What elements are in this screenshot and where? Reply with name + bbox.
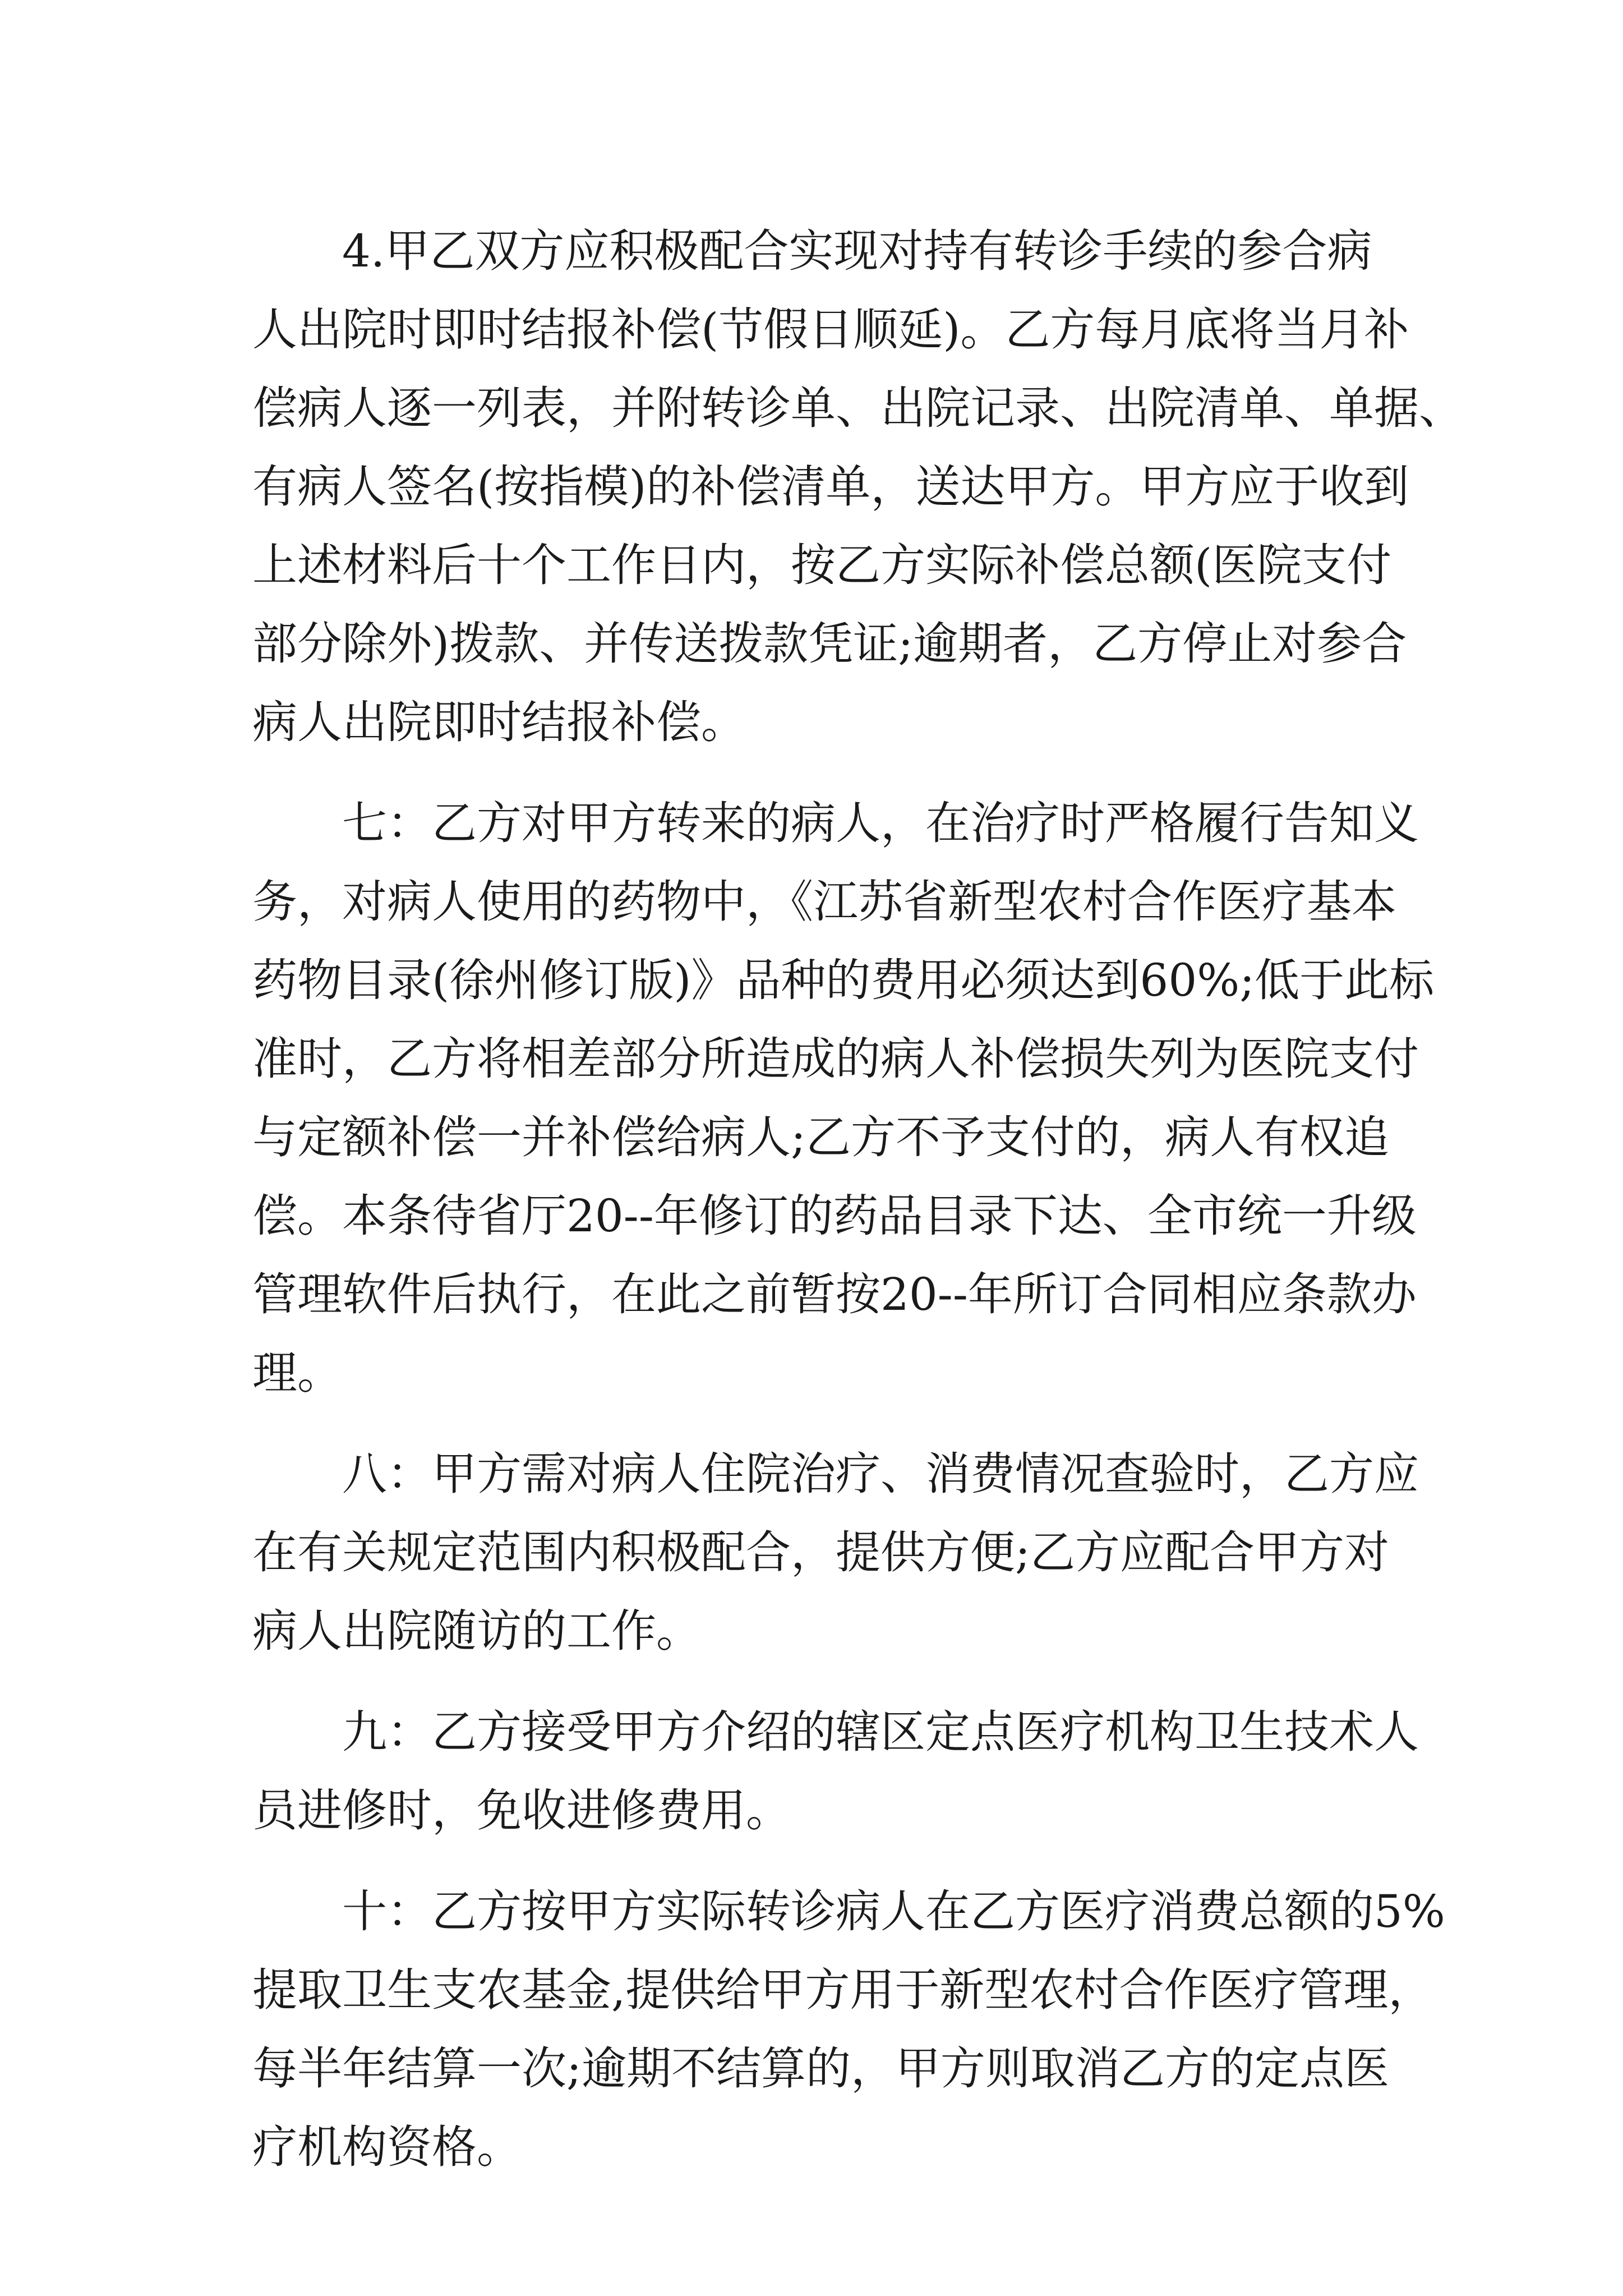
text-line: 准时，乙方将相差部分所造成的病人补偿损失列为医院支付 — [252, 1033, 1419, 1085]
text-line: 疗机构资格。 — [252, 2121, 522, 2173]
text-line: 病人出院即时结报补偿。 — [252, 696, 746, 748]
text-line: 七：乙方对甲方转来的病人，在治疗时严格履行告知义 — [342, 797, 1419, 849]
paragraph-clause-9 — [252, 1693, 1419, 1850]
paragraph-clause-7 — [252, 784, 1435, 1412]
text-line: 偿病人逐一列表，并附转诊单、出院记录、出院清单、单据、 — [252, 382, 1464, 434]
text-line: 4.甲乙双方应积极配合实现对持有转诊手续的参合病 — [342, 225, 1372, 277]
text-line: 管理软件后执行，在此之前暂按20--年所订合同相应条款办 — [252, 1268, 1417, 1320]
paragraph-clause-10 — [252, 1872, 1445, 2187]
text-line: 上述材料后十个工作日内，按乙方实际补偿总额(医院支付 — [252, 539, 1392, 591]
text-line: 十：乙方按甲方实际转诊病人在乙方医疗消费总额的5% — [342, 1885, 1445, 1938]
document-body — [252, 212, 1464, 2209]
text-line: 药物目录(徐州修订版)》品种的费用必须达到60%;低于此标 — [252, 954, 1435, 1006]
text-line: 九：乙方接受甲方介绍的辖区定点医疗机构卫生技术人 — [342, 1706, 1419, 1758]
text-line: 提取卫生支农基金,提供给甲方用于新型农村合作医疗管理， — [252, 1964, 1433, 2016]
paragraph-clause-8 — [252, 1435, 1419, 1671]
text-line: 有病人签名(按指模)的补偿清单，送达甲方。甲方应于收到 — [252, 461, 1409, 513]
text-line: 员进修时，免收进修费用。 — [252, 1784, 791, 1837]
paragraph-item-4 — [252, 212, 1464, 762]
text-line: 人出院时即时结报补偿(节假日顺延)。乙方每月底将当月补 — [252, 303, 1409, 356]
text-line: 务，对病人使用的药物中，《江苏省新型农村合作医疗基本 — [252, 876, 1396, 928]
text-line: 病人出院随访的工作。 — [252, 1605, 701, 1657]
text-line: 部分除外)拨款、并传送拨款凭证;逾期者，乙方停止对参合 — [252, 618, 1407, 670]
text-line: 八：甲方需对病人住院治疗、消费情况查验时，乙方应 — [342, 1448, 1419, 1500]
text-line: 理。 — [252, 1347, 342, 1399]
text-line: 与定额补偿一并补偿给病人;乙方不予支付的，病人有权追 — [252, 1111, 1389, 1163]
text-line: 每半年结算一次;逾期不结算的，甲方则取消乙方的定点医 — [252, 2042, 1389, 2095]
text-line: 偿。本条待省厅20--年修订的药品目录下达、全市统一升级 — [252, 1190, 1417, 1242]
text-line: 在有关规定范围内积极配合，提供方便;乙方应配合甲方对 — [252, 1526, 1389, 1579]
